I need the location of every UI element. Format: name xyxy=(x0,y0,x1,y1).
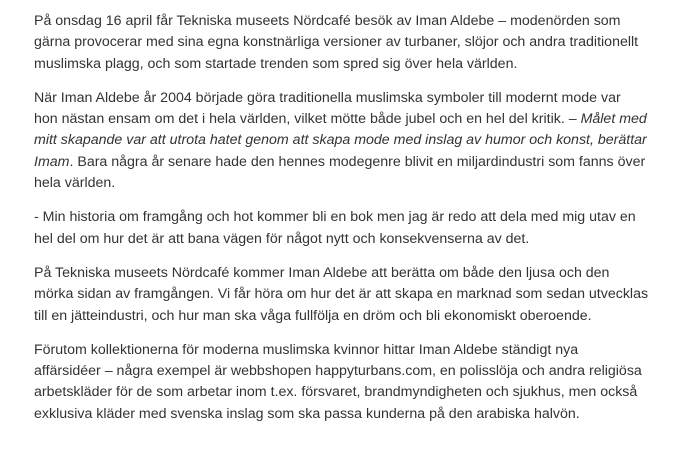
paragraph-quote xyxy=(34,207,674,250)
text-line: affärsidéer – några exempel är webbshopen happyturbans.com, en polisslöja och andra religiösa xyxy=(34,363,642,380)
quote-text: Målet med xyxy=(580,111,647,128)
text-line: arbetskläder för de som arbetar inom t.ex. försvaret, brandmyndigheten och sjukhus, men också xyxy=(34,384,638,401)
text-line: till en jätteindustri, och hur man ska våga fullfölja en dröm och bli ekonomiskt oberoende. xyxy=(34,307,592,324)
paragraph-event xyxy=(34,263,674,327)
text-line: På onsdag 16 april får Tekniska museets Nördcafé besök av Iman Aldebe – modenörden som xyxy=(34,13,621,29)
text-line: exklusiva kläder med svenska inslag som ska passa kunderna på den arabiska halvön. xyxy=(34,405,580,422)
text-line: hela världen. xyxy=(34,175,116,192)
text-line: På Tekniska museets Nördcafé kommer Iman Aldebe att berätta om både den ljusa och den xyxy=(34,264,610,281)
paragraph-background xyxy=(34,88,674,194)
paragraph-intro xyxy=(34,11,674,75)
text-line: När Iman Aldebe år 2004 började göra traditionella muslimska symboler till modernt mode var xyxy=(34,89,621,106)
text-line: . Bara några år senare hade den hennes modegenre blivit en miljardindustri som fanns över xyxy=(69,153,646,170)
text-line: Förutom kollektionerna för moderna muslimska kvinnor hittar Iman Aldebe ständigt nya xyxy=(34,341,579,358)
text-line: gärna provocerar med sina egna konstnärliga versioner av turbaner, slöjor och andra traditionellt xyxy=(34,34,639,51)
text-line: muslimska plagg, och som startade trenden som spred sig över hela världen. xyxy=(34,55,518,72)
paragraph-business xyxy=(34,340,674,425)
text-line: mörka sidan av framgången. Vi får höra om hur det är att skapa en marknad som sedan utvecklas xyxy=(34,286,649,303)
article-body xyxy=(34,11,674,438)
text-line: - Min historia om framgång och hot kommer bli en bok men jag är redo att dela med mig utav en xyxy=(34,209,636,226)
quote-attribution: Imam xyxy=(34,153,70,170)
quote-text: mitt skapande var att utrota hatet genom att skapa mode med inslag av humor och konst, berättar xyxy=(34,132,647,149)
text-line: hon nästan ensam om det i hela världen, vilket mötte både jubel och en hel del kritik. – xyxy=(34,111,577,128)
text-line: hel del om hur det är att bana vägen för något nytt och konsekvenserna av det. xyxy=(34,230,530,247)
